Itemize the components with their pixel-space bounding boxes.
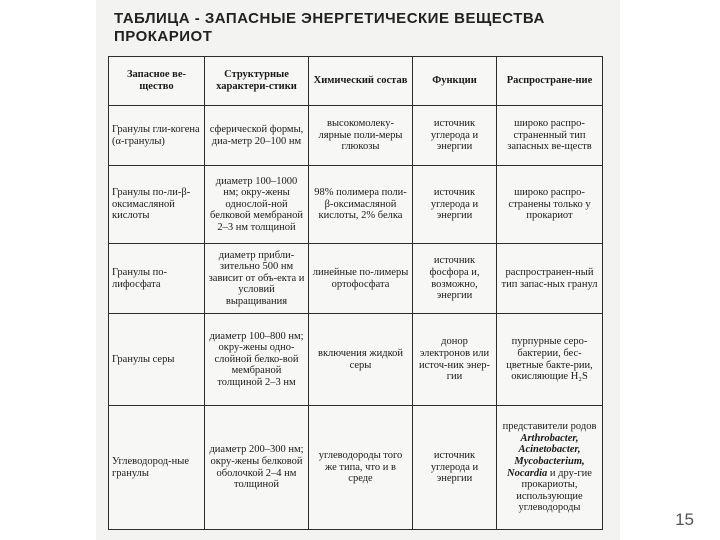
energy-reserves-table [108,56,603,530]
cell-distribution: пурпурные серо-бактерии, бес-цветные бакте-рии, окисляющие H₂S [497,314,603,406]
table-row [109,314,603,406]
cell-function: источник фосфора и, возможно, энергии [413,244,497,314]
distribution-lead: представители родов [502,421,597,433]
distribution-tail: и дру-гие прокариоты, использующие углеводороды [516,467,592,514]
cell-distribution [497,406,603,530]
cell-composition: линейные по-лимеры ортофосфата [309,244,413,314]
cell-distribution: широко распро-странены только у прокариот [497,166,603,244]
cell-substance: Гранулы гли-когена (α-гранулы) [109,106,205,166]
cell-structure: диаметр 100–800 нм; окру-жены одно-слойной белко-вой мембраной толщиной 2–3 нм [205,314,309,406]
cell-function: источник углерода и энергии [413,106,497,166]
table-row [109,406,603,530]
cell-substance: Углеводород-ные гранулы [109,406,205,530]
cell-structure: диаметр 100–1000 нм; окру-жены однослой-ной белковой мембраной 2–3 нм толщиной [205,166,309,244]
cell-distribution: распространен-ный тип запас-ных гранул [497,244,603,314]
cell-structure: диаметр 200–300 нм; окру-жены белковой оболочкой 2–4 нм толщиной [205,406,309,530]
page-number: 15 [675,510,694,529]
cell-composition: 98% полимера поли-β-оксимасляной кислоты, 2% белка [309,166,413,244]
title-line-1: ТАБЛИЦА - ЗАПАСНЫЕ ЭНЕРГЕТИЧЕСКИЕ ВЕЩЕСТВА [114,10,545,27]
cell-composition: включения жидкой серы [309,314,413,406]
cell-substance: Гранулы по-лифосфата [109,244,205,314]
cell-substance: Гранулы по-ли-β-оксимасляной кислоты [109,166,205,244]
header-function: Функции [413,57,497,106]
header-structure: Структурные характери-стики [205,57,309,106]
cell-function: донор электронов или источ-ник энер-гии [413,314,497,406]
header-composition: Химический состав [309,57,413,106]
cell-structure: сферической формы, диа-метр 20–100 нм [205,106,309,166]
table-row [109,106,603,166]
table-row [109,244,603,314]
distribution-genera: Arthrobacter, Acinetobacter, Mycobacterium, Nocardia [507,432,585,479]
cell-structure: диаметр прибли-зительно 500 нм зависит от объ-екта и условий выращивания [205,244,309,314]
header-distribution: Распростране-ние [497,57,603,106]
table-row [109,166,603,244]
cell-distribution: широко распро-страненный тип запасных ве-ществ [497,106,603,166]
header-substance: Запасное ве-щество [109,57,205,106]
cell-function: источник углерода и энергии [413,166,497,244]
cell-substance: Гранулы серы [109,314,205,406]
cell-composition: углеводороды того же типа, что и в среде [309,406,413,530]
title-line-2: ПРОКАРИОТ [114,28,213,45]
page-title [114,10,604,46]
table-header-row [109,57,603,106]
cell-function: источник углерода и энергии [413,406,497,530]
cell-composition: высокомолеку-лярные поли-меры глюкозы [309,106,413,166]
